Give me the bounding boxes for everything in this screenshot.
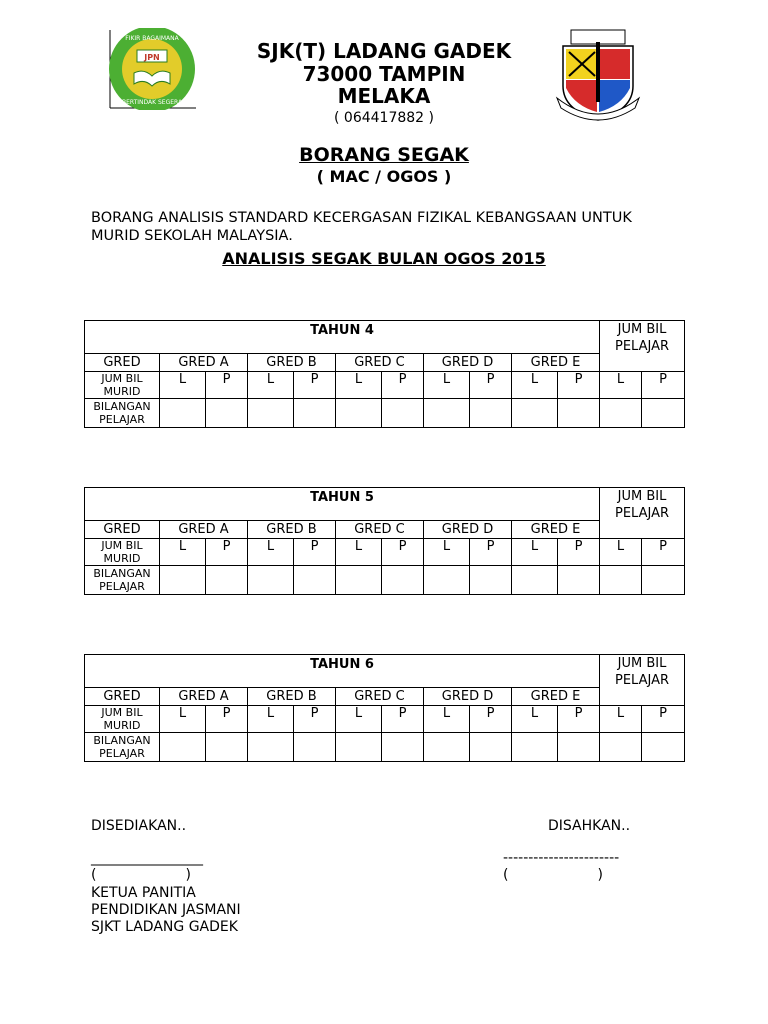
grade-table-tahun-5 [84,487,685,595]
grade-d-header: GRED D [424,521,512,539]
logo-text-top: FIKIR BAGAIMANA [125,35,179,42]
grade-e-header: GRED E [512,688,600,706]
grade-c-p: P [382,706,424,733]
count-cell[interactable] [470,566,512,595]
jum-bil-pelajar-header: JUM BIL PELAJAR [600,655,685,706]
form-description [91,209,691,245]
count-cell[interactable] [206,566,248,595]
description-line1: BORANG ANALISIS STANDARD KECERGASAN FIZIKAL KEBANGSAAN UNTUK [91,210,632,226]
count-cell[interactable] [512,566,558,595]
grade-e-header: GRED E [512,354,600,372]
school-address-line3: MELAKA [337,84,431,108]
count-cell[interactable] [294,733,336,762]
school-name-line1: SJK(T) LADANG GADEK [256,39,512,63]
total-l: L [600,372,642,399]
grade-a-l: L [160,372,206,399]
table-year-label: TAHUN 6 [85,655,600,688]
grade-d-header: GRED D [424,354,512,372]
count-cell[interactable] [336,733,382,762]
form-subtitle: ( MAC / OGOS ) [316,167,452,186]
count-cell[interactable] [558,733,600,762]
approved-label: DISAHKAN.. [548,818,631,834]
grade-b-p: P [294,706,336,733]
left-name-paren: ( ) [91,867,191,883]
grade-e-p: P [558,539,600,566]
count-cell[interactable] [336,399,382,428]
jum-bil-pelajar-header: JUM BIL PELAJAR [600,488,685,539]
grade-a-l: L [160,706,206,733]
jum-bil-murid-label: JUM BIL MURID [85,539,160,566]
grade-b-p: P [294,372,336,399]
grade-d-l: L [424,372,470,399]
count-cell[interactable] [382,399,424,428]
grade-c-l: L [336,706,382,733]
count-cell[interactable] [424,566,470,595]
school-name [200,40,568,108]
role-line2: PENDIDIKAN JASMANI [91,902,241,918]
grade-table-tahun-4 [84,320,685,428]
logo-text-bottom: BERTINDAK SEGERA [121,99,183,106]
count-cell[interactable] [248,566,294,595]
grade-a-p: P [206,372,248,399]
count-cell[interactable] [206,733,248,762]
count-cell[interactable] [294,566,336,595]
grade-e-p: P [558,706,600,733]
jum-bil-murid-label: JUM BIL MURID [85,706,160,733]
school-address-line2: 73000 TAMPIN [302,61,466,86]
form-title: BORANG SEGAK [299,144,469,166]
grade-e-l: L [512,539,558,566]
count-cell[interactable] [160,566,206,595]
jum-bil-murid-label: JUM BIL MURID [85,372,160,399]
grade-d-l: L [424,539,470,566]
grade-e-header: GRED E [512,521,600,539]
count-cell[interactable] [294,399,336,428]
count-cell[interactable] [206,399,248,428]
grade-c-header: GRED C [336,688,424,706]
grade-a-p: P [206,539,248,566]
count-cell[interactable] [600,399,642,428]
count-cell[interactable] [160,733,206,762]
grade-b-l: L [248,539,294,566]
count-cell[interactable] [600,566,642,595]
count-cell[interactable] [470,399,512,428]
count-cell[interactable] [424,399,470,428]
count-cell[interactable] [382,566,424,595]
signatory-role [91,885,241,936]
grade-d-p: P [470,539,512,566]
count-cell[interactable] [642,399,685,428]
grade-b-p: P [294,539,336,566]
grade-c-header: GRED C [336,354,424,372]
bilangan-pelajar-label: BILANGAN PELAJAR [85,399,160,428]
total-p: P [642,539,685,566]
count-cell[interactable] [642,733,685,762]
count-cell[interactable] [512,399,558,428]
grade-d-l: L [424,706,470,733]
grade-c-p: P [382,539,424,566]
count-cell[interactable] [642,566,685,595]
right-name-paren: ( ) [503,867,603,883]
jum-bil-pelajar-header: JUM BIL PELAJAR [600,321,685,372]
school-logo-left [104,28,198,110]
grade-a-p: P [206,706,248,733]
total-l: L [600,706,642,733]
grade-a-l: L [160,539,206,566]
count-cell[interactable] [336,566,382,595]
total-l: L [600,539,642,566]
description-line2: MURID SEKOLAH MALAYSIA. [91,228,293,244]
gred-label: GRED [85,521,160,539]
table-year-label: TAHUN 4 [85,321,600,354]
grade-b-header: GRED B [248,521,336,539]
grade-a-header: GRED A [160,354,248,372]
prepared-label: DISEDIAKAN.. [91,818,187,834]
gred-label: GRED [85,688,160,706]
count-cell[interactable] [382,733,424,762]
grade-d-p: P [470,372,512,399]
school-phone: ( 064417882 ) [334,110,434,126]
count-cell[interactable] [424,733,470,762]
table-year-label: TAHUN 5 [85,488,600,521]
grade-c-l: L [336,539,382,566]
grade-e-p: P [558,372,600,399]
count-cell[interactable] [512,733,558,762]
role-line3: SJKT LADANG GADEK [91,919,238,935]
count-cell[interactable] [600,733,642,762]
grade-b-l: L [248,706,294,733]
grade-c-header: GRED C [336,521,424,539]
grade-e-l: L [512,706,558,733]
grade-b-l: L [248,372,294,399]
total-p: P [642,372,685,399]
grade-d-p: P [470,706,512,733]
role-line1: KETUA PANITIA [91,885,196,901]
grade-b-header: GRED B [248,688,336,706]
count-cell[interactable] [160,399,206,428]
count-cell[interactable] [470,733,512,762]
logo-mark: JPN [144,53,160,62]
total-p: P [642,706,685,733]
analysis-title: ANALISIS SEGAK BULAN OGOS 2015 [222,249,546,268]
bilangan-pelajar-label: BILANGAN PELAJAR [85,733,160,762]
left-signature-line: ________________ [91,850,203,866]
grade-b-header: GRED B [248,354,336,372]
grade-a-header: GRED A [160,688,248,706]
grade-c-l: L [336,372,382,399]
grade-c-p: P [382,372,424,399]
count-cell[interactable] [248,733,294,762]
count-cell[interactable] [558,399,600,428]
count-cell[interactable] [248,399,294,428]
gred-label: GRED [85,354,160,372]
grade-e-l: L [512,372,558,399]
count-cell[interactable] [558,566,600,595]
right-signature-line: ----------------------- [503,850,620,866]
bilangan-pelajar-label: BILANGAN PELAJAR [85,566,160,595]
grade-table-tahun-6 [84,654,685,762]
grade-d-header: GRED D [424,688,512,706]
grade-a-header: GRED A [160,521,248,539]
